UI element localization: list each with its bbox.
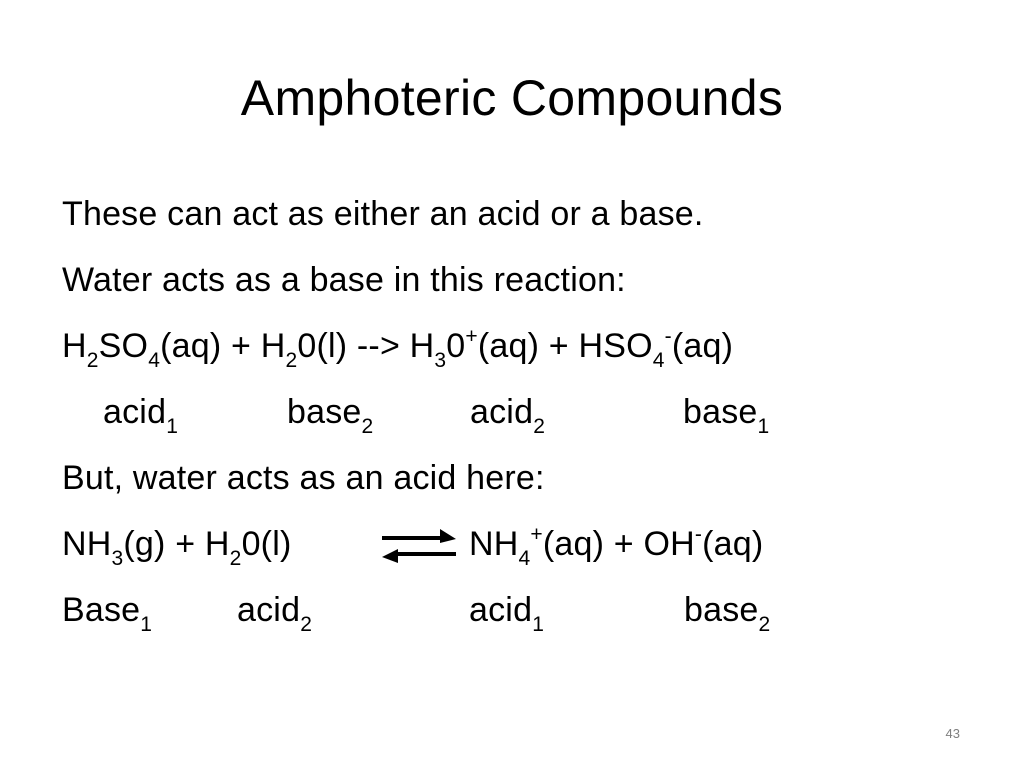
subscript: 2 — [285, 349, 298, 372]
subscript: 1 — [532, 613, 545, 636]
reaction-2-label-acid2 — [237, 588, 313, 636]
superscript: + — [465, 325, 478, 348]
reaction-1-term: (aq) — [671, 327, 734, 365]
label-text: acid — [237, 591, 301, 629]
reaction-2-term: NH — [469, 525, 519, 563]
slide-title: Amphoteric Compounds — [240, 70, 784, 126]
reaction-2-label-acid1 — [469, 588, 545, 636]
subscript: 4 — [148, 349, 161, 372]
subscript: 3 — [434, 349, 447, 372]
label-text: Base — [62, 591, 141, 629]
reaction-2-label-base1 — [62, 588, 153, 636]
label-text: acid — [103, 393, 167, 431]
superscript: - — [664, 325, 672, 348]
subscript: 3 — [111, 547, 124, 570]
reaction-1-term: 0 — [446, 327, 466, 365]
subscript: 1 — [166, 415, 179, 438]
reaction-1-term: H — [62, 327, 87, 365]
reaction-2-left-side — [62, 522, 292, 570]
equilibrium-arrow-icon — [380, 527, 458, 565]
reaction-1-term: (aq) + H — [160, 327, 286, 365]
subscript: 2 — [533, 415, 546, 438]
reaction-2-label-base2 — [684, 588, 771, 636]
reaction-2-right-side — [469, 522, 764, 570]
label-text: acid — [469, 591, 533, 629]
water-acid-line: But, water acts as an acid here: — [62, 459, 545, 497]
reaction-1-term: SO — [98, 327, 149, 365]
reaction-2-term: NH — [62, 525, 112, 563]
subscript: 2 — [758, 613, 771, 636]
water-base-line: Water acts as a base in this reaction: — [62, 261, 626, 299]
label-text: base — [287, 393, 362, 431]
label-text: base — [683, 393, 758, 431]
subscript: 2 — [300, 613, 313, 636]
reaction-2-term: (aq) — [702, 525, 764, 563]
subscript: 1 — [757, 415, 770, 438]
subscript: 4 — [652, 349, 665, 372]
subscript: 1 — [140, 613, 153, 636]
subscript: 2 — [229, 547, 242, 570]
reaction-2-term: 0(l) — [241, 525, 292, 563]
reaction-2-term: (aq) + OH — [542, 525, 695, 563]
label-text: base — [684, 591, 759, 629]
reaction-1-label-base1 — [683, 390, 770, 438]
reaction-2-term: (g) + H — [123, 525, 230, 563]
intro-line: These can act as either an acid or a base. — [62, 195, 704, 233]
subscript: 4 — [518, 547, 531, 570]
label-text: acid — [470, 393, 534, 431]
reaction-1-label-acid1 — [103, 390, 179, 438]
page-number: 43 — [945, 726, 960, 741]
subscript: 2 — [361, 415, 374, 438]
subscript: 2 — [86, 349, 99, 372]
superscript: - — [694, 523, 703, 546]
reaction-1-term: (aq) + HSO — [477, 327, 653, 365]
reaction-1-equation — [62, 324, 734, 372]
reaction-1-label-base2 — [287, 390, 374, 438]
reaction-1-term: 0(l) --> H — [297, 327, 435, 365]
superscript: + — [530, 523, 543, 546]
reaction-1-label-acid2 — [470, 390, 546, 438]
